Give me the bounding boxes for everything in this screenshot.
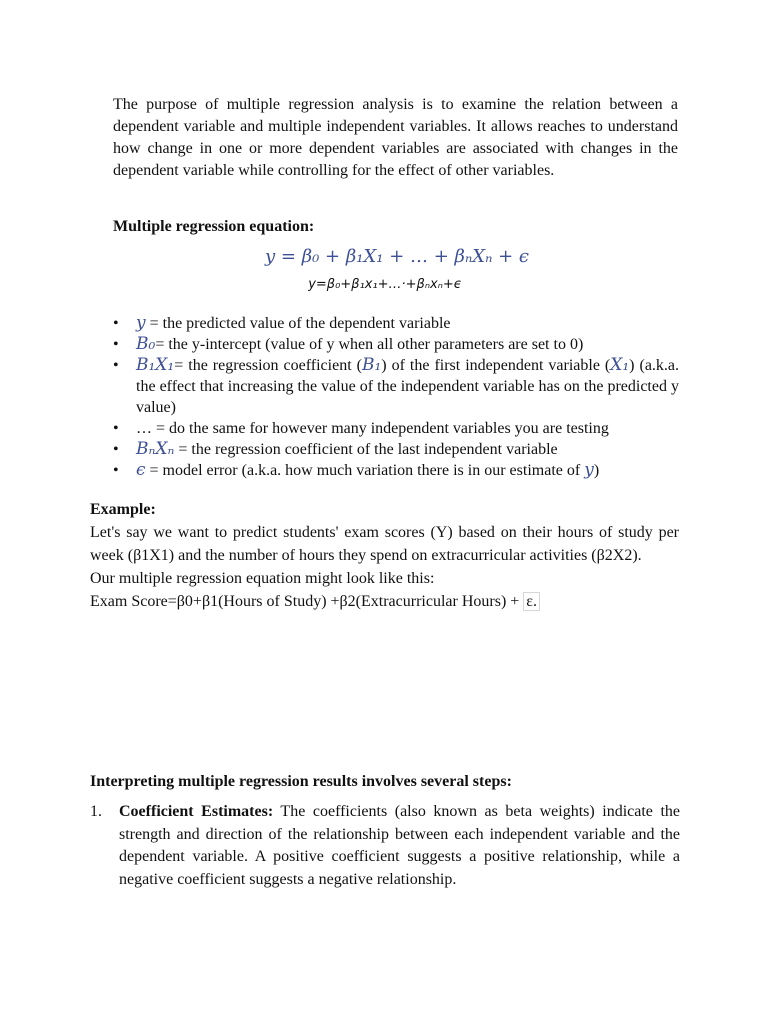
example-equation — [90, 590, 679, 613]
example-text: Our multiple regression equation might look like this: — [90, 570, 435, 587]
definition-text: ) (a.k.a. the effect that increasing the value of the independent variable has on the predicted y value) — [136, 357, 680, 416]
symbol-x1: X₁ — [610, 355, 630, 375]
definition-text: … = do the same for however many independent variables you are testing — [136, 420, 609, 437]
list-item — [113, 313, 679, 334]
bullet-marker: • — [113, 357, 119, 374]
bullet-marker: • — [113, 420, 119, 437]
equation-heading: Multiple regression equation: — [113, 218, 315, 235]
regression-formula-plain: y=β₀+β₁x₁+…·+βₙxₙ+ϵ — [308, 277, 462, 292]
list-item — [113, 439, 679, 460]
term-definitions-list — [113, 313, 679, 481]
symbol-b1: B₁ — [361, 355, 382, 375]
symbol-y: y — [136, 313, 146, 333]
list-item — [113, 334, 679, 355]
definition-text: ) of the first independent variable ( — [381, 357, 611, 374]
definition-text: = the y-intercept (value of y when all other parameters are set to 0) — [155, 336, 584, 353]
symbol-b1x1: B₁X₁ — [136, 355, 175, 375]
bullet-marker: • — [113, 462, 119, 479]
epsilon-box: ε. — [523, 592, 540, 611]
definition-text: ) — [593, 462, 600, 479]
example-text: Let's say we want to predict students' exam scores (Y) based on their hours of study per week (β1X1) and the number of hours they spend on extracurricular activities (β2X2). — [90, 524, 679, 564]
symbol-epsilon: ϵ — [136, 460, 146, 480]
symbol-y: y — [584, 460, 594, 480]
intro-paragraph: The purpose of multiple regression analysis is to examine the relation between a dependent variable and multiple independent variables. It allows reaches to understand how change in one or more dependent variables are associated with changes in the dependent variable while controlling for the effect of other variables. — [113, 96, 678, 179]
interpreting-steps-list — [90, 801, 680, 891]
step-text: The coefficients (also known as beta weights) indicate the strength and direction of the relationship between each independent variable and the dependent variable. A positive coefficient suggests a positive relationship, while a negative coefficient suggests a negative relationship. — [119, 803, 680, 888]
example-heading: Example: — [90, 501, 156, 518]
regression-formula-rendered: y = β₀ + β₁X₁ + … + βₙXₙ + ϵ — [265, 246, 529, 267]
bullet-marker: • — [113, 441, 119, 458]
list-item — [113, 460, 679, 481]
bullet-marker: • — [113, 315, 119, 332]
bullet-marker: • — [113, 336, 119, 353]
step-title: Coefficient Estimates: — [119, 803, 274, 820]
definition-text: = the predicted value of the dependent variable — [145, 315, 451, 332]
list-item — [90, 801, 680, 891]
example-equation-text: Exam Score=β0+β1(Hours of Study) +β2(Extracurricular Hours) + — [90, 593, 524, 610]
list-item — [113, 418, 679, 439]
definition-text: = the regression coefficient of the last independent variable — [174, 441, 558, 458]
list-item — [113, 355, 679, 418]
symbol-b0: B₀ — [136, 334, 156, 354]
interpreting-heading: Interpreting multiple regression results involves several steps: — [90, 773, 512, 790]
symbol-bnxn: BₙXₙ — [136, 439, 175, 459]
definition-text: = the regression coefficient ( — [174, 357, 362, 374]
example-section — [90, 498, 679, 613]
step-number: 1. — [90, 803, 102, 820]
definition-text: = model error (a.k.a. how much variation there is in our estimate of — [145, 462, 585, 479]
